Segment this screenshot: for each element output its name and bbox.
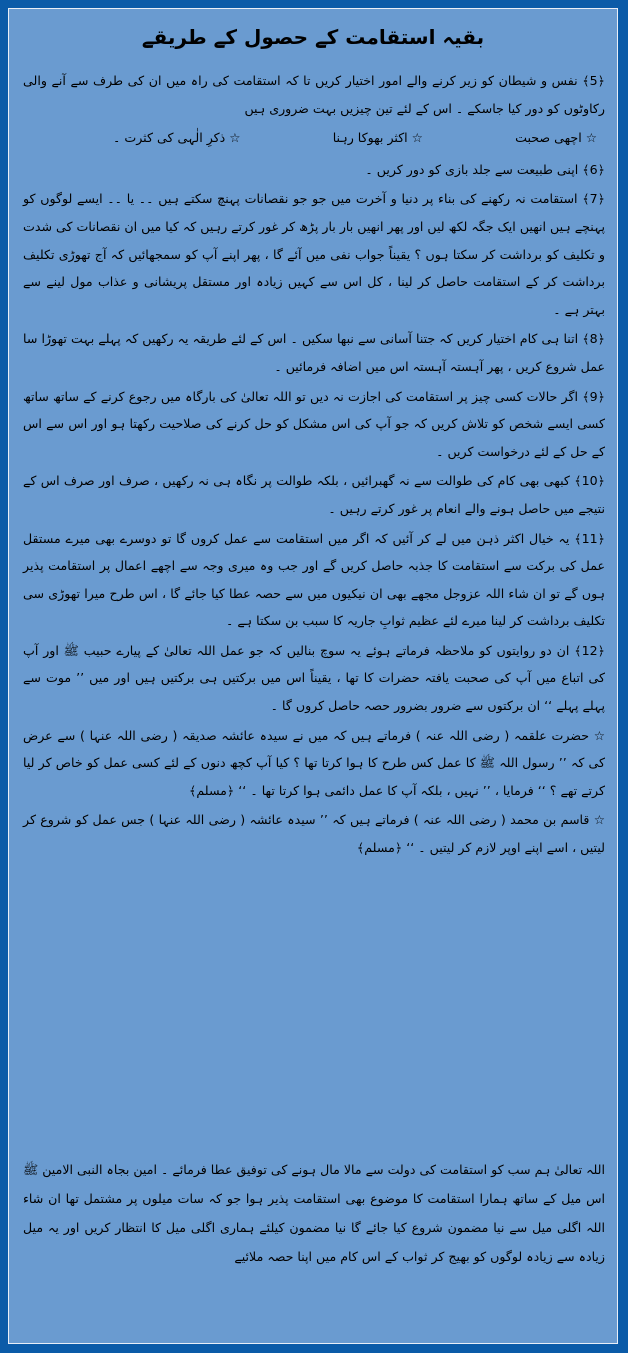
article-body [23,67,605,864]
point-10: ﴿10﴾ کبھی بھی کام کی طوالت سے نہ گھبرائیں ، بلکہ طوالت پر نگاہ ہی نہ رکھیں ، صرف اور صرف اس کے نتیجے میں حاصل ہونے والے انعام پر غور کرتے رہیں ۔ [23,473,605,516]
requirements-list [23,124,605,152]
point-5: ﴿5﴾ نفس و شیطان کو زیر کرنے والے امور اختیار کریں تا کہ استقامت کی راہ میں ان کی طرف سے آنے والی رکاوٹوں کو دور کیا جاسکے ۔ اس کے لئے تین چیزیں بہت ضروری ہیں [23,73,605,116]
point-11: ﴿11﴾ یہ خیال اکثر ذہن میں لے کر آئیں کہ اگر میں استقامت سے عمل کروں گا تو دوسرے بھی میرے مستقل عمل کی برکت سے استقامت کا جذبہ حاصل کریں گے اور جب وہ میری وجہ سے اچھے اعمال پر استقامت پذیر ہوں گے تو ان شاء اللہ عزوجل مجھے بھی ان نیکیوں میں سے حصہ عطا کیا جائے گا ، اس طرح میرا تھوڑی سی تکلیف برداشت کر لینا میرے لئے عظیم ثوابِ جاریہ کا سبب بن سکتا ہے ۔ [23,530,605,629]
point-9: ﴿9﴾ اگر حالات کسی چیز پر استقامت کی اجازت نہ دیں تو اللہ تعالیٰ کی بارگاہ میں رجوع کرنے کے ساتھ ساتھ کسی ایسے شخص کو تلاش کریں کہ جو آپ کی اس مشکل کو حل کرنے کی صلاحیت رکھتا ہو اور اس سے اس کے حل کے لئے درخواست کریں ۔ [23,388,605,459]
closing-text: اللہ تعالیٰ ہم سب کو استقامت کی دولت سے مالا مال ہونے کی توفیق عطا فرمائے ۔ امین بجاہ النبی الامین ﷺ اس میل کے ساتھ ہمارا استقامت کا موضوع بھی استقامت پذیر ہوا جو کہ سات میلوں پر مشتمل تھا ان شاء اللہ اگلی میل سے نیا مضمون شروع کیا جائے گا نیا مضمون کیلئے ہماری اگلی میل کا انتظار کریں اور یہ میل زیادہ سے زیادہ لوگوں کو بھیج کر ثواب کے اس کام میں اپنا حصہ ملائیے [23,1162,605,1264]
point-8: ﴿8﴾ اتنا ہی کام اختیار کریں کہ جتنا آسانی سے نبھا سکیں ۔ اس کے لئے طریقہ یہ رکھیں کہ پہلے بہت تھوڑا سا عمل شروع کریں ، پھر آہستہ آہستہ اس میں اضافہ فرمائیں ۔ [23,331,605,374]
point-12: ﴿12﴾ ان دو روایتوں کو ملاحظہ فرماتے ہوئے یہ سوچ بنالیں کہ جو عمل اللہ تعالیٰ کے پیارے حبیب ﷺ اور آپ کی اتباع میں آپ کی صحبت یافتہ حضرات کا تھا ، یقیناً اس میں برکتیں ہی برکتیں ہیں اور میں ’’ موت سے پہلے پہلے ‘‘ ان برکتوں سے ضرور بضرور حصہ حاصل کروں گا ۔ [23,642,605,714]
page-title: بقیہ استقامت کے حصول کے طریقے [141,25,485,49]
closing-note [23,1155,605,1271]
requirement-hunger: ☆ اکثر بھوکا رہنا [332,130,423,146]
requirement-remembrance: ☆ ذکرِ الٰہی کی کثرت ۔ [113,130,241,146]
requirement-good-company: ☆ اچھی صحبت [515,130,597,146]
article-frame [8,8,618,1344]
hadith-qasim: ☆ قاسم بن محمد ( رضی اللہ عنہ ) فرماتے ہیں کہ ’’ سیدہ عائشہ ( رضی اللہ عنہا ) جس عمل کو شروع کر لیتیں ، اسے اپنے اوپر لازم کر لیتیں ۔ ‘‘ ﴿مسلم﴾ [23,812,605,856]
point-6: ﴿6﴾ اپنی طبیعت سے جلد بازی کو دور کریں ۔ [365,161,605,177]
point-7: ﴿7﴾ استقامت نہ رکھنے کی بناء پر دنیا و آخرت میں جو جو نقصانات پہنچ سکتے ہیں ۔۔ یا ۔۔ ایسے لوگوں کو پہنچے ہیں انھیں ایک جگہ لکھ لیں اور پھر انھیں بار بار پڑھ کر غور کرتے رہیں کہ کیا میں ان نقصانات کی شدت و تکلیف کو برداشت کر سکتا ہوں ؟ یقیناً جواب نفی میں آئے گا ، پھر اپنے آپ کو سمجھائیں کہ آج تھوڑی تکلیف برداشت کر کے استقامت حاصل کر لینا ، کل اس سے کہیں زیادہ اور مستقل پریشانی و عذاب مول لینے سے بہتر ہے ۔ [23,191,605,317]
hadith-alqamah: ☆ حضرت علقمہ ( رضی اللہ عنہ ) فرماتے ہیں کہ میں نے سیدہ عائشہ صدیقہ ( رضی اللہ عنہا ) سے عرض کی کہ ’’ رسول اللہ ﷺ کا عمل کس طرح کا ہوا کرتا تھا ؟ کیا آپ کچھ دنوں کے لئے کسی عمل کو خاص کر لیا کرتے تھے ؟ ‘‘ فرمایا ، ’’ نہیں ، بلکہ آپ کا عمل دائمی ہوا کرتا تھا ۔ ‘‘ ﴿مسلم﴾ [23,727,605,798]
